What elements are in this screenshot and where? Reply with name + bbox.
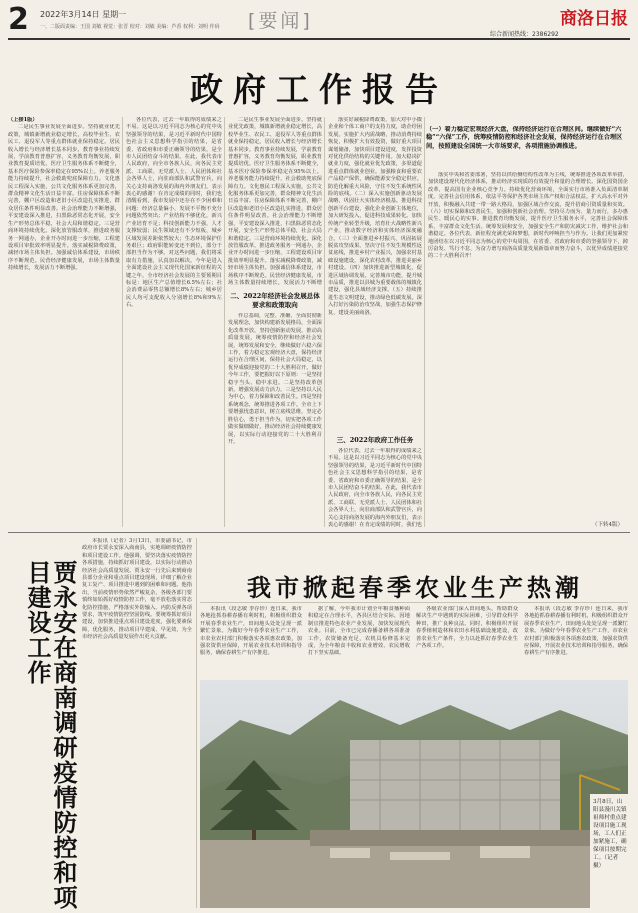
column-divider bbox=[224, 117, 225, 527]
article3-body-a: 本报讯（段志敏 李存珍）连日来，我市各地抢抓春耕春播有利时机，积极组织群众开展春季农业生产，田间地头处处呈现一派繁忙景象。为做好今年春季农业生产工作，市农业农村部门积极落实各项惠农政策，加强农资供应保障，开展农业技术培训和指导服务，确保春耕生产有序推进。 bbox=[200, 606, 302, 657]
article-column-3 bbox=[228, 117, 322, 527]
editor-credits: 一、二版面责编：王国 刘敏 视觉：张晋 校对：刘敏 美编：芦香 权利：刘明 作码 bbox=[40, 24, 220, 30]
article-column-2 bbox=[126, 117, 222, 527]
highlight-summary bbox=[426, 126, 626, 168]
issue-date: 2022年3月14日 星期一 bbox=[40, 10, 127, 19]
continued-note: （下转4版） bbox=[592, 522, 623, 528]
construction-photo bbox=[200, 680, 628, 908]
article-column-4 bbox=[328, 117, 422, 527]
section-subhead-3: 三、2022年政府工作任务 bbox=[336, 436, 414, 444]
construction-site-image bbox=[200, 680, 628, 908]
section-rule bbox=[8, 532, 630, 533]
section-title: [要闻] bbox=[248, 10, 313, 32]
body-text-col2: 各位代表，过去一年取得的成绩来之不易。这是以习近平同志为核心的党中央坚强领导的结果，是习近平新时代中国特色社会主义思想科学指引的结果，是省委、省政府和市委正确领导的结果，是全市人民团结奋斗的结果。在此，我代表市人民政府，向全市各族人民，向各民主党派、工商联、无党派人士、人民团体和社会各界人士，向驻商部队和武警官兵，向关心支持商洛发展的海内外朋友们，表示衷心的感谢！在肯定成绩的同时，我们也清醒看到，我市发展中还存在不少困难和问题：经济总量偏小，发展不平衡不充分问题依然突出；产业结构不够优化，新兴产业培育不足；科技创新能力不强，人才支撑较弱；民生领域还有不少短板，城乡区域发展差距依然较大；生态环境保护任务艰巨；政府职能转变还不到位，部分干部担当作为不够。对这些问题，我们将采取有力措施，认真加以解决。今年是进入全面建设社会主义现代化国家新征程的关键之年。全市经济社会发展的主要预期目标是：地区生产总值增长6.5%左右；社会消费品零售总额增长8%左右；城乡居民人均可支配收入分别增长8%和9%左右。 bbox=[126, 117, 222, 309]
article2-title: 贾永安在商南调研疫情防控和项目建设工作 bbox=[23, 560, 78, 910]
article-column-5 bbox=[428, 172, 628, 520]
article2-body: 本报讯（记者）3月13日，市委副书记、市政府市长贾永安深入商南县，实地调研疫情防控和项目建设工作。他强调，要坚决落实疫情防控各项措施，持续抓好项目建设，以实际行动推动经济社会高质量发展。贾永安一行先后来到商南县部分企业和重点项目建设现场，详细了解企业复工复产、项目推进中遇到的困难和问题。他指出，当前疫情形势依然严峻复杂，各级各部门要慎终如始抓好疫情防控工作，毫不放松落实常态化防控措施，严格落实外防输入、内防反弹各项要求，筑牢疫情防控坚固防线。要统筹抓好项目建设，加快推进重点项目建设进度，强化要素保障，优化服务，推动项目早建成、早见效，为全市经济社会高质量发展作出更大贡献。 bbox=[82, 538, 192, 641]
column-divider bbox=[122, 117, 123, 527]
summary-text: （一）着力稳定宏观经济大盘，保持经济运行在合理区间。继续做好“六稳”“六保”工作，统筹疫情防控和经济社会发展，保持经济运行在合理区间，按照建设全国统一大市场要求，各项措施协调推进。 bbox=[426, 126, 623, 150]
column-divider bbox=[196, 538, 197, 908]
main-headline: 政府工作报告 bbox=[190, 70, 448, 109]
article3-body-c: 各级农业部门深入田间地头，帮助群众解决生产中遇到的实际困难，引导群众科学种田，推广良种良法。同时，积极组织开展春季植树造林和农田水利基础设施建设，改善农业生产条件，全力以赴抓好春季农业生产各项工作。 bbox=[416, 606, 518, 650]
column-divider bbox=[424, 117, 425, 527]
article3-body-d: 本报讯（段志敏 李存珍）连日来，我市各地抢抓春耕春播有利时机，积极组织群众开展春季农业生产，田间地头处处呈现一派繁忙景象。为做好今年春季农业生产工作，市农业农村部门积极落实各项惠农政策，加强农资供应保障，开展农业技术培训和指导服务，确保春耕生产有序推进。 bbox=[524, 606, 628, 657]
article3-column-3 bbox=[416, 606, 518, 674]
article3-column-1 bbox=[200, 606, 302, 674]
article-column-1 bbox=[8, 117, 120, 527]
body-text-col4b: 各位代表，过去一年取得的成绩来之不易。这是以习近平同志为核心的党中央坚强领导的结果，是习近平新时代中国特色社会主义思想科学指引的结果，是省委、省政府和市委正确领导的结果，是全市人民团结奋斗的结果。在此，我代表市人民政府，向全市各族人民，向各民主党派、工商联、无党派人士、人民团体和社会各界人士，向驻商部队和武警官兵，向关心支持商洛发展的海内外朋友们，表示衷心的感谢！在肯定成绩的同时，我们也 bbox=[328, 448, 422, 528]
photo-caption: 3月8日，山阳县漫川关镇祖师村重点建设项目施工现场，工人们正加紧施工，确保项目按期完工。（记者 摄） bbox=[593, 799, 627, 869]
column-divider bbox=[324, 117, 325, 527]
article3-column-2 bbox=[308, 606, 410, 674]
article3-body-b: 据了解，今年我市计划全年粮食播种面积稳定在合理水平，各县区结合实际，因地制宜推进特色农业产业发展，加快发展现代农业。目前，全市已完成春播备耕各项准备工作，农资储备充足，农机具检修基本完成，为全年粮食丰收和农业增效、农民增收打下坚实基础。 bbox=[308, 606, 410, 657]
body-text-col4a: 落实好减税降费政策，加大对中小微企业和个体工商户的支持力度，助企纾困发展。实施扩大内需战略，推动消费持续恢复，积极扩大有效投资，做好重大项目谋划储备，加快项目建设进度，发挥投资对优化供给结构的关键作用。加大稳岗扩就业力度，强化就业优先政策，多渠道促进重点群体就业创业。加强粮食和重要农产品稳产保供，确保能源安全稳定供应。防范化解重大风险，守住不发生系统性风险的底线。（二）深入实施创新驱动发展战略，巩固壮大实体经济根基。推进科技创新平台建设，强化企业创新主体地位，加大研发投入，促进科技成果转化。加快传统产业转型升级，培育壮大战略性新兴产业，推动数字经济和实体经济深度融合。（三）全面推进乡村振兴，巩固拓展脱贫攻坚成果。坚决守住不发生规模性返贫底线，推进乡村产业振兴，加强农村基础设施建设，深化农村改革，推进美丽乡村建设。（四）加快推进新型城镇化，促进区域协调发展。完善城市功能，提升城市品质，推进以县城为重要载体的城镇化建设，强化县域经济支撑。（五）持续推进生态文明建设，推动绿色低碳发展。深入打好污染防治攻坚战，加强生态保护修复，建设美丽商洛。 bbox=[328, 117, 422, 316]
article2-column bbox=[82, 538, 192, 908]
body-text-col3b: 作总基调，完整、准确、全面贯彻新发展理念，加快构建新发展格局，全面深化改革开放，坚持创新驱动发展，推动高质量发展，统筹疫情防控和经济社会发展，统筹发展和安全，继续做好六稳六保工作，着力稳定宏观经济大盘，保持经济运行在合理区间，保持社会大局稳定，以优异成绩迎接党的二十大胜利召开。做好今年工作，要把握好以下原则：一是坚持稳字当头、稳中求进。二是坚持改革创新，增强发展动力活力。三是坚持以人民为中心，着力保障和改善民生。四是坚持系统观念，统筹推进各项工作。全市上下要增强忧患意识，树立底线思维，坚定必胜信心，勇于担当作为，切实把各项工作做实做细做好，推动经济社会持续健康发展，以实际行动迎接党的二十大胜利召开。 bbox=[228, 313, 322, 445]
news-hotline: 综合新闻热线：2386292 bbox=[490, 31, 559, 38]
article3-headline: 我市掀起春季农业生产热潮 bbox=[247, 573, 583, 602]
headline-rule bbox=[200, 602, 628, 603]
body-text-col1: 二是民生事业发展全面进步。坚持就业优先政策，城镇新增就业稳定增长，高校毕业生、农民工、退役军人等重点群体就业保持稳定。居民收入增长与经济增长基本同步。教育事业持续发展，学前教育普惠扩容，义务教育均衡发展，职业教育提质培优。医疗卫生服务体系不断健全，基本医疗保险参保率稳定在95%以上。养老服务能力持续提升，社会救助兜底保障有力。文化惠民工程深入实施，公共文化服务体系更加完善，群众精神文化生活日益丰富。住房保障体系不断完善，棚户区改造和老旧小区改造扎实推进，群众居住条件明显改善。社会治理能力不断增强，平安建设深入推进，扫黑除恶常态化开展，安全生产形势总体平稳，社会大局和谐稳定。三是营商环境持续优化。深化放管服改革，推进政务服务一网通办，企业开办时间进一步压缩，工程建设项目审批效率明显提升。落实减税降费政策，减轻市场主体负担。加强诚信体系建设，市场秩序不断规范。民营经济健康发展，市场主体数量持续增长，发展活力不断增强。 bbox=[8, 124, 120, 272]
intro-label: （上接1版） bbox=[8, 117, 38, 123]
page-number: 2 bbox=[8, 2, 29, 37]
newspaper-logo: 商洛日报 bbox=[560, 9, 628, 29]
body-text-col3a: 二是民生事业发展全面进步。坚持就业优先政策，城镇新增就业稳定增长，高校毕业生、农民工、退役军人等重点群体就业保持稳定。居民收入增长与经济增长基本同步。教育事业持续发展，学前教育普惠扩容，义务教育均衡发展，职业教育提质培优。医疗卫生服务体系不断健全，基本医疗保险参保率稳定在95%以上。养老服务能力持续提升，社会救助兜底保障有力。文化惠民工程深入实施，公共文化服务体系更加完善，群众精神文化生活日益丰富。住房保障体系不断完善，棚户区改造和老旧小区改造扎实推进，群众居住条件明显改善。社会治理能力不断增强，平安建设深入推进，扫黑除恶常态化开展，安全生产形势总体平稳，社会大局和谐稳定。三是营商环境持续优化。深化放管服改革，推进政务服务一网通办，企业开办时间进一步压缩，工程建设项目审批效率明显提升。落实减税降费政策，减轻市场主体负担。加强诚信体系建设，市场秩序不断规范。民营经济健康发展，市场主体数量持续增长，发展活力不断增 bbox=[228, 117, 322, 285]
section-subhead-2: 二、2022年经济社会发展总体要求和政策取向 bbox=[230, 292, 320, 309]
header-rule bbox=[8, 38, 630, 40]
body-text-col5: 落实中央和省委部署，坚持以供给侧结构性改革为主线，统筹推进各项改革举措，加快建设现代化经济体系，推动经济实现质的有效提升和量的合理增长。深化国资国企改革，提高国有企业核心竞争力。持续优化营商环境，全面实行市场准入负面清单制度，完善社会信用体系，依法平等保护各类市场主体产权和合法权益。扩大高水平对外开放，积极融入共建一带一路大格局，加强区域合作交流，提升招商引资质量和实效。（六）切实保障和改善民生，加强和创新社会治理。坚持尽力而为、量力而行，多办惠民生、暖民心的实事。推进教育均衡发展，提升医疗卫生服务水平，完善社会保障体系，丰富群众文化生活。统筹发展和安全，加强安全生产和防灾减灾工作，维护社会和谐稳定。各位代表，新征程充满光荣和梦想，新时代呼唤担当与作为。让我们更加紧密地团结在以习近平同志为核心的党中央周围，在省委、省政府和市委的坚强领导下，踔厉奋发、笃行不怠，为奋力谱写商洛高质量发展新篇章而努力奋斗，以优异成绩迎接党的二十大胜利召开！ bbox=[428, 172, 628, 260]
photo-caption-box bbox=[590, 794, 630, 910]
article3-column-4 bbox=[524, 606, 628, 674]
